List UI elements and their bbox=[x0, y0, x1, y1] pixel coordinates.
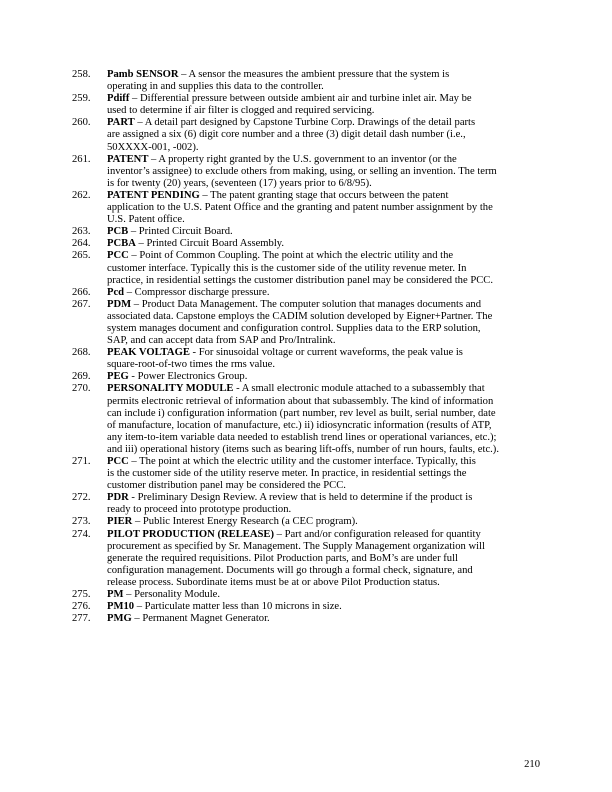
entry-term: PERSONALITY MODULE bbox=[107, 383, 234, 395]
entry-definition: – Point of Common Coupling. The point at which the electric utility and the bbox=[128, 250, 454, 262]
entry-term: PATENT PENDING bbox=[107, 189, 200, 201]
entry-continuation-line: and iii) operational history (items such as bearing lift-offs, number of run hours, faults, etc.). bbox=[107, 443, 499, 455]
entry-first-line bbox=[72, 190, 542, 202]
entry-number: 273. bbox=[72, 516, 91, 528]
entry-first-line bbox=[72, 347, 542, 359]
entry-continuation-line: are assigned a six (6) digit core number and a three (3) digit detail dash number (i.e., bbox=[107, 129, 466, 141]
entry-definition: – Particulate matter less than 10 microns in size. bbox=[134, 601, 342, 613]
glossary-entry bbox=[72, 516, 542, 528]
entry-term: Pcd bbox=[107, 286, 125, 298]
entry-first-line bbox=[72, 529, 542, 541]
entry-definition: – A property right granted by the U.S. government to an inventor (or the bbox=[148, 153, 457, 165]
entry-definition: – Printed Circuit Board Assembly. bbox=[135, 238, 285, 250]
glossary-entry bbox=[72, 492, 542, 516]
entry-number: 271. bbox=[72, 456, 91, 467]
entry-first-line bbox=[72, 299, 542, 311]
entry-continuation-line: inventor’s assignee) to exclude others from making, using, or selling an invention. The term bbox=[107, 165, 497, 177]
entry-definition: – A detail part designed by Capstone Turbine Corp. Drawings of the detail parts bbox=[134, 117, 476, 129]
entry-number: 261. bbox=[72, 153, 91, 165]
entry-continuation-line: 50XXXX-001, -002). bbox=[107, 141, 199, 153]
entry-number: 262. bbox=[72, 189, 91, 201]
entry-number: 268. bbox=[72, 347, 91, 359]
entry-number: 260. bbox=[72, 117, 91, 129]
entry-continuation-line: system manages document and configuration control. Supplies data to the ERP solution, bbox=[107, 322, 481, 334]
entry-term: PEAK VOLTAGE bbox=[107, 347, 190, 359]
entry-continuation-line: any item-to-item variable data needed to establish trend lines or operational variances, etc.); bbox=[107, 431, 497, 443]
entry-term: PILOT PRODUCTION (RELEASE) bbox=[107, 528, 274, 540]
entry-continuation-line: release process. Subordinate items must be at or above Pilot Production status. bbox=[107, 576, 440, 588]
entry-first-line bbox=[72, 371, 542, 383]
entry-first-line bbox=[72, 238, 542, 250]
entry-first-line bbox=[72, 383, 542, 395]
entry-term: PDM bbox=[107, 298, 132, 310]
entry-first-line bbox=[72, 456, 542, 468]
entry-number: 263. bbox=[72, 226, 91, 238]
entry-first-line bbox=[72, 287, 542, 299]
entry-number: 270. bbox=[72, 383, 91, 395]
entry-number: 264. bbox=[72, 238, 91, 250]
entry-first-line bbox=[72, 117, 542, 129]
entry-continuation-line: SAP, and can accept data from SAP and Pro/Intralink. bbox=[107, 335, 336, 347]
entry-term: PMG bbox=[107, 613, 132, 625]
entry-definition: – Public Interest Energy Research (a CEC program). bbox=[132, 516, 358, 528]
entry-term: Pamb SENSOR bbox=[107, 69, 179, 80]
entry-continuation-line: procurement as specified by Sr. Management. The Supply Management organization will bbox=[107, 540, 485, 552]
entry-first-line bbox=[72, 492, 542, 504]
entry-continuation-line: permits electronic retrieval of information about that subassembly. The kind of information bbox=[107, 395, 494, 407]
entry-continuation-line: application to the U.S. Patent Office and the granting and patent number assignment by the bbox=[107, 202, 493, 214]
entry-continuation-line: customer interface. Typically this is the customer side of the utility revenue meter. In bbox=[107, 262, 467, 274]
glossary-entry bbox=[72, 287, 542, 299]
entry-continuation-line: square-root-of-two times the rms value. bbox=[107, 359, 275, 371]
entry-first-line bbox=[72, 93, 542, 105]
entry-term: PM10 bbox=[107, 601, 135, 613]
entry-number: 267. bbox=[72, 298, 91, 310]
entry-number: 258. bbox=[72, 69, 91, 80]
page-number: 210 bbox=[524, 759, 540, 770]
entry-definition: – Part and/or configuration released for quantity bbox=[273, 528, 481, 540]
entry-continuation-line: is for twenty (20) years, (seventeen (17) years prior to 6/8/95). bbox=[107, 177, 372, 189]
glossary-entry bbox=[72, 250, 542, 286]
glossary-entry bbox=[72, 589, 542, 601]
entry-term: PEG bbox=[107, 371, 129, 383]
glossary-entry bbox=[72, 154, 542, 190]
glossary-entry bbox=[72, 190, 542, 226]
entry-continuation-line: U.S. Patent office. bbox=[107, 214, 185, 226]
glossary-list bbox=[72, 69, 542, 625]
entry-term: PDR bbox=[107, 492, 129, 504]
entry-continuation-line: used to determine if air filter is clogged and required servicing. bbox=[107, 105, 375, 117]
entry-term: PATENT bbox=[107, 153, 149, 165]
entry-continuation-line: generate the required requisitions. Pilot Production parts, and BoM’s are under full bbox=[107, 552, 458, 564]
entry-first-line bbox=[72, 613, 542, 625]
glossary-entry bbox=[72, 226, 542, 238]
entry-definition: - Preliminary Design Review. A review that is held to determine if the product is bbox=[128, 492, 473, 504]
entry-definition: - For sinusoidal voltage or current waveforms, the peak value is bbox=[189, 347, 463, 359]
entry-definition: – Product Data Management. The computer solution that manages documents and bbox=[131, 298, 482, 310]
entry-number: 266. bbox=[72, 286, 91, 298]
entry-continuation-line: operating in and supplies this data to the controller. bbox=[107, 81, 324, 93]
entry-term: PCBA bbox=[107, 238, 136, 250]
entry-term: PIER bbox=[107, 516, 133, 528]
entry-continuation-line: can include i) configuration information (part number, rev level as built, serial number, date bbox=[107, 407, 496, 419]
entry-continuation-line: practice, in residential settings the customer distribution panel may be considered the PCC. bbox=[107, 274, 493, 286]
entry-first-line bbox=[72, 601, 542, 613]
entry-continuation-line: customer distribution panel may be considered the PCC. bbox=[107, 480, 346, 492]
entry-term: PCC bbox=[107, 456, 129, 467]
entry-definition: – Personality Module. bbox=[123, 589, 220, 601]
entry-first-line bbox=[72, 250, 542, 262]
entry-definition: – Printed Circuit Board. bbox=[128, 226, 233, 238]
entry-definition: – Compressor discharge pressure. bbox=[124, 286, 270, 298]
entry-continuation-line: configuration management. Documents will go through a formal check, signature, and bbox=[107, 564, 473, 576]
entry-first-line bbox=[72, 69, 542, 81]
entry-definition: – Permanent Magnet Generator. bbox=[131, 613, 270, 625]
entry-term: PART bbox=[107, 117, 135, 129]
entry-continuation-line: ready to proceed into prototype production. bbox=[107, 504, 292, 516]
entry-first-line bbox=[72, 154, 542, 166]
entry-definition: – The point at which the electric utility and the customer interface. Typically, this bbox=[128, 456, 476, 467]
glossary-entry bbox=[72, 299, 542, 347]
entry-number: 276. bbox=[72, 601, 91, 613]
entry-number: 274. bbox=[72, 528, 91, 540]
entry-first-line bbox=[72, 226, 542, 238]
glossary-entry bbox=[72, 456, 542, 492]
glossary-entry bbox=[72, 383, 542, 456]
entry-number: 275. bbox=[72, 589, 91, 601]
glossary-entry bbox=[72, 613, 542, 625]
entry-number: 277. bbox=[72, 613, 91, 625]
entry-term: PM bbox=[107, 589, 124, 601]
entry-continuation-line: of manufacture, location of manufacture, etc.) ii) idiosyncratic information (results of ATP, bbox=[107, 419, 492, 431]
entry-term: PCC bbox=[107, 250, 129, 262]
entry-term: PCB bbox=[107, 226, 129, 238]
entry-definition: – Differential pressure between outside ambient air and turbine inlet air. May be bbox=[129, 93, 472, 105]
glossary-entry bbox=[72, 371, 542, 383]
entry-continuation-line: associated data. Capstone employs the CADIM solution developed by Eigner+Partner. The bbox=[107, 310, 493, 322]
glossary-entry bbox=[72, 601, 542, 613]
entry-first-line bbox=[72, 516, 542, 528]
glossary-entry bbox=[72, 238, 542, 250]
entry-continuation-line: is the customer side of the utility reserve meter. In practice, in residential settings the bbox=[107, 468, 467, 480]
entry-number: 259. bbox=[72, 93, 91, 105]
glossary-entry bbox=[72, 117, 542, 153]
entry-definition: - A small electronic module attached to a subassembly that bbox=[233, 383, 485, 395]
entry-first-line bbox=[72, 589, 542, 601]
entry-definition: - Power Electronics Group. bbox=[128, 371, 248, 383]
entry-definition: – The patent granting stage that occurs between the patent bbox=[199, 189, 449, 201]
glossary-entry bbox=[72, 529, 542, 589]
glossary-entry bbox=[72, 347, 542, 371]
entry-number: 269. bbox=[72, 371, 91, 383]
entry-term: Pdiff bbox=[107, 93, 130, 105]
entry-number: 265. bbox=[72, 250, 91, 262]
glossary-entry bbox=[72, 69, 542, 93]
entry-definition: – A sensor the measures the ambient pressure that the system is bbox=[178, 69, 450, 80]
entry-number: 272. bbox=[72, 492, 91, 504]
glossary-entry bbox=[72, 93, 542, 117]
